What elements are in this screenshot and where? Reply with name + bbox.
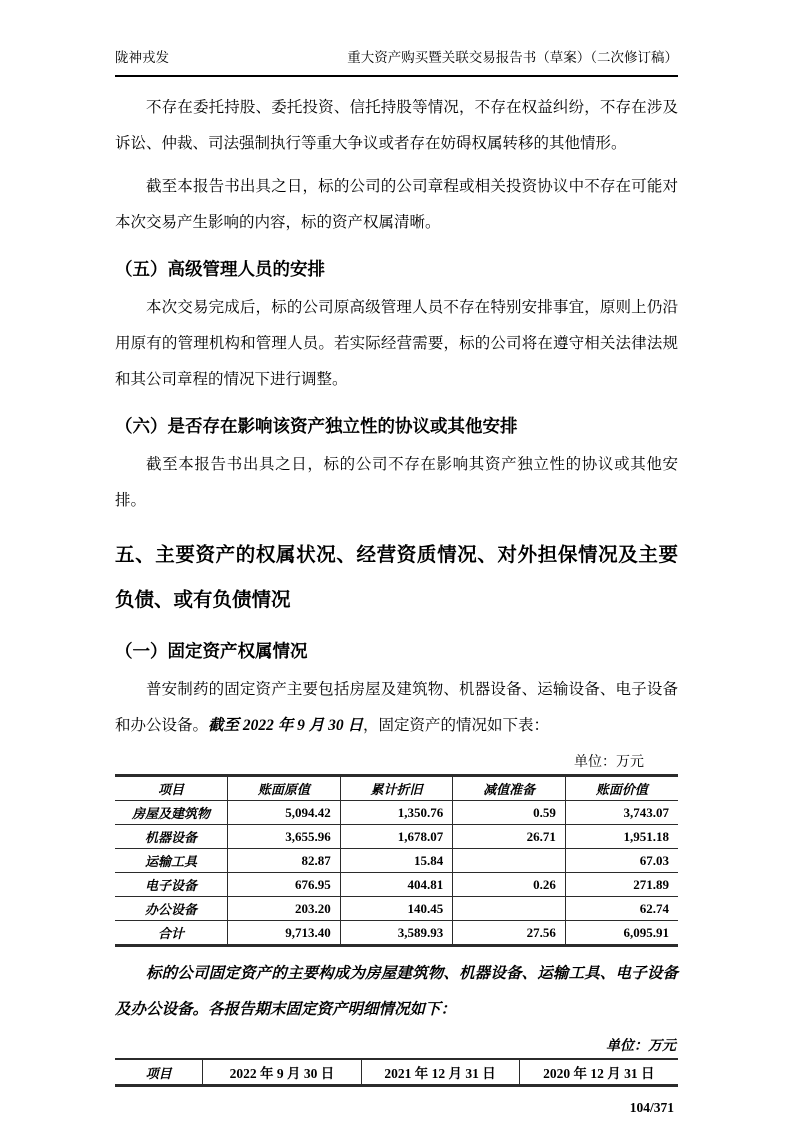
table-header-row — [115, 1059, 678, 1086]
row-label: 办公设备 — [115, 897, 228, 921]
cell-value: 26.71 — [453, 825, 566, 849]
cell-value: 1,678.07 — [340, 825, 453, 849]
col-header-book-value: 账面价值 — [565, 776, 678, 801]
unit-label-1: 单位：万元 — [574, 755, 644, 770]
row-label: 合计 — [115, 921, 228, 946]
fixed-assets-tail-text: ，固定资产的情况如下表： — [363, 717, 550, 734]
cell-value: 62.74 — [565, 897, 678, 921]
cell-value: 140.45 — [340, 897, 453, 921]
paragraph-independence: 截至本报告书出具之日，标的公司不存在影响其资产独立性的协议或其他安排。 — [115, 456, 678, 509]
heading-independence: （六）是否存在影响该资产独立性的协议或其他安排 — [115, 416, 518, 436]
cell-value: 404.81 — [340, 873, 453, 897]
cell-value: 271.89 — [565, 873, 678, 897]
col-header-2020-12-31: 2020 年 12 月 31 日 — [519, 1059, 678, 1086]
col-header-item: 项目 — [115, 776, 228, 801]
row-label: 房屋及建筑物 — [115, 801, 228, 825]
paragraph-fixed-assets — [115, 672, 678, 744]
cell-value: 3,589.93 — [340, 921, 453, 946]
cell-value — [453, 849, 566, 873]
heading-senior-management: （五）高级管理人员的安排 — [115, 259, 325, 279]
col-header-original-value: 账面原值 — [228, 776, 341, 801]
heading-fixed-assets: （一）固定资产权属情况 — [115, 641, 308, 661]
paragraph-senior-management: 本次交易完成后，标的公司原高级管理人员不存在特别安排事宜，原则上仍沿用原有的管理机构和管理人员。若实际经营需要，标的公司将在遵守相关法律法规和其公司章程的情况下进行调整。 — [115, 299, 678, 388]
cell-value: 3,743.07 — [565, 801, 678, 825]
cell-value: 9,713.40 — [228, 921, 341, 946]
col-header-2022-09-30: 2022 年 9 月 30 日 — [203, 1059, 361, 1086]
col-header-impairment: 减值准备 — [453, 776, 566, 801]
cell-value: 15.84 — [340, 849, 453, 873]
table-row — [115, 873, 678, 897]
fixed-assets-intro-text: 普安制药的固定资产主要包括房屋及建筑物、机器设备、运输设备、电子设备和办公设备。 — [115, 681, 678, 734]
table-row — [115, 897, 678, 921]
cell-value: 27.56 — [453, 921, 566, 946]
cell-value: 1,951.18 — [565, 825, 678, 849]
paragraph-charter: 截至本报告书出具之日，标的公司的公司章程或相关投资协议中不存在可能对本次交易产生影响的内容，标的资产权属清晰。 — [115, 178, 678, 231]
row-label: 运输工具 — [115, 849, 228, 873]
unit-label-2: 单位：万元 — [606, 1039, 676, 1054]
cell-value: 0.26 — [453, 873, 566, 897]
cell-value: 82.87 — [228, 849, 341, 873]
row-label: 机器设备 — [115, 825, 228, 849]
running-header — [115, 46, 678, 77]
table-row — [115, 801, 678, 825]
col-header-accumulated-depreciation: 累计折旧 — [340, 776, 453, 801]
table-row — [115, 849, 678, 873]
cell-value: 5,094.42 — [228, 801, 341, 825]
cell-value — [453, 897, 566, 921]
col-header-2021-12-31: 2021 年 12 月 31 日 — [361, 1059, 519, 1086]
row-label: 电子设备 — [115, 873, 228, 897]
paragraph-ownership: 不存在委托持股、委托投资、信托持股等情况，不存在权益纠纷，不存在涉及诉讼、仲裁、司法强制执行等重大争议或者存在妨碍权属转移的其他情形。 — [115, 99, 678, 152]
fixed-assets-date-emphasis: 截至 2022 年 9 月 30 日 — [208, 717, 364, 734]
header-company-name: 陇神戎发 — [115, 50, 169, 65]
table-row-total — [115, 921, 678, 946]
cell-value: 3,655.96 — [228, 825, 341, 849]
section-title-main-assets: 五、主要资产的权属状况、经营资质情况、对外担保情况及主要负债、或有负债情况 — [115, 544, 678, 611]
cell-value: 676.95 — [228, 873, 341, 897]
table-row — [115, 825, 678, 849]
cell-value: 0.59 — [453, 801, 566, 825]
cell-value: 67.03 — [565, 849, 678, 873]
fixed-assets-detail-table — [115, 1058, 678, 1087]
cell-value: 6,095.91 — [565, 921, 678, 946]
col-header-item: 项目 — [115, 1059, 203, 1086]
page-number: 104/371 — [629, 1100, 674, 1115]
header-report-title: 重大资产购买暨关联交易报告书（草案）（二次修订稿） — [347, 50, 678, 65]
table-header-row — [115, 776, 678, 801]
fixed-assets-table — [115, 774, 678, 947]
cell-value: 1,350.76 — [340, 801, 453, 825]
paragraph-composition: 标的公司固定资产的主要构成为房屋建筑物、机器设备、运输工具、电子设备及办公设备。各报告期末固定资产明细情况如下： — [115, 965, 678, 1018]
cell-value: 203.20 — [228, 897, 341, 921]
document-body — [115, 90, 678, 1087]
